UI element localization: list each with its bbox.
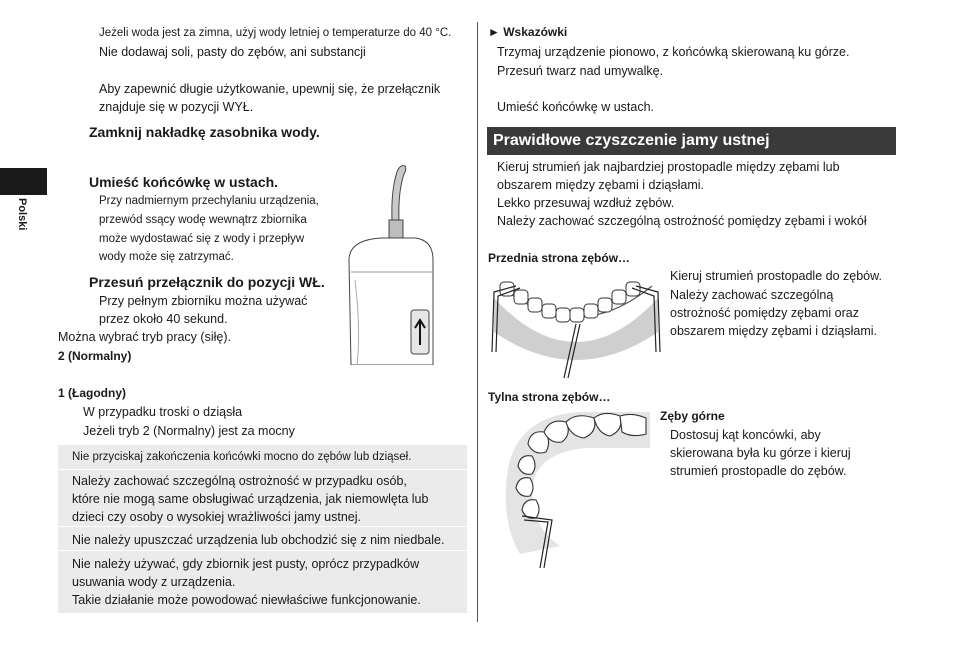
language-tab-marker <box>0 168 47 195</box>
upper-teeth-heading: Zęby górne <box>660 409 725 423</box>
text-line: Należy zachować szczególną ostrożność pomiędzy zębami i wokół <box>497 214 867 228</box>
caution-line: Nie należy upuszczać urządzenia lub obchodzić się z nim niedbale. <box>72 533 445 547</box>
text-line: Przy nadmiernym przechylaniu urządzenia, <box>99 195 319 207</box>
text-line: Kieruj strumień prostopadle do zębów. <box>670 269 882 283</box>
text-line: W przypadku troski o dziąsła <box>83 405 243 419</box>
text-line: przez około 40 sekund. <box>99 312 228 326</box>
step-heading-switch: Przesuń przełącznik do pozycji WŁ. <box>89 274 325 290</box>
text-line: Przy pełnym zbiorniku można używać <box>99 294 308 308</box>
text-line: Lekko przesuwaj wzdłuż zębów. <box>497 196 675 210</box>
text-line: obszarem między zębami i dziąsłami. <box>497 178 705 192</box>
caution-line: Nie przyciskaj zakończenia końcówki mocno do zębów lub dziąseł. <box>72 451 412 463</box>
tips-heading-label: Wskazówki <box>503 25 568 39</box>
text-line: może wydostawać się z wody i przepływ <box>99 233 305 245</box>
text-line: Nie dodawaj soli, pasty do zębów, ani substancji <box>99 45 366 59</box>
text-line: Trzymaj urządzenie pionowo, z końcówką skierowaną ku górze. <box>497 45 850 59</box>
text-line: skierowana była ku górze i kieruj <box>670 446 851 460</box>
text-line: Przesuń twarz nad umywalkę. <box>497 64 664 78</box>
back-teeth-heading: Tylna strona zębów… <box>488 390 611 404</box>
mode-intro: Można wybrać tryb pracy (siłę). <box>58 330 231 344</box>
text-line: Kieruj strumień jak najbardziej prostopadle między zębami lub <box>497 160 840 174</box>
text-line: obszarem między zębami i dziąsłami. <box>670 324 878 338</box>
language-label: Polski <box>16 198 28 231</box>
front-teeth-illustration <box>486 268 666 380</box>
text-line: strumień prostopadle do zębów. <box>670 464 847 478</box>
tips-marker-icon: ► <box>488 25 500 39</box>
text-line: Jeżeli tryb 2 (Normalny) jest za mocny <box>83 424 295 438</box>
mode-normal-label: 2 (Normalny) <box>58 349 132 363</box>
step-heading-close-cap: Zamknij nakładkę zasobnika wody. <box>89 124 320 140</box>
text-line: Dostosuj kąt koncówki, aby <box>670 428 821 442</box>
caution-line: które nie mogą same obsługiwać urządzenia, jak niemowlęta lub <box>72 492 429 506</box>
text-line: wody może się zatrzymać. <box>99 251 234 263</box>
text-line: Umieść końcówkę w ustach. <box>497 100 655 114</box>
text-line: Należy zachować szczególną <box>670 288 834 302</box>
step-heading-nozzle: Umieść końcówkę w ustach. <box>89 174 279 190</box>
front-teeth-heading: Przednia strona zębów… <box>488 251 631 265</box>
column-divider <box>477 22 478 622</box>
caution-line: Nie należy używać, gdy zbiornik jest pusty, oprócz przypadków <box>72 557 420 571</box>
caution-line: usuwania wody z urządzenia. <box>72 575 236 589</box>
tips-heading <box>488 25 567 39</box>
irrigator-device-illustration <box>345 160 435 365</box>
text-line: znajduje się w pozycji WYŁ. <box>99 100 254 114</box>
caution-line: Należy zachować szczególną ostrożność w przypadku osób, <box>72 474 407 488</box>
text-line: Aby zapewnić długie użytkowanie, upewnij się, że przełącznik <box>99 82 441 96</box>
caution-line: dzieci czy osoby o wysokiej wrażliwości jamy ustnej. <box>72 510 361 524</box>
back-teeth-illustration <box>500 408 650 570</box>
caution-line: Takie działanie może powodować niewłaściwe funkcjonowanie. <box>72 593 421 607</box>
text-line: przewód ssący wodę wewnątrz zbiornika <box>99 214 307 226</box>
section-heading: Prawidłowe czyszczenie jamy ustnej <box>487 127 896 155</box>
mode-gentle-label: 1 (Łagodny) <box>58 386 126 400</box>
text-line: Jeżeli woda jest za zimna, użyj wody letniej o temperaturze do 40 °C. <box>99 27 452 39</box>
text-line: ostrożność pomiędzy zębami oraz <box>670 306 859 320</box>
